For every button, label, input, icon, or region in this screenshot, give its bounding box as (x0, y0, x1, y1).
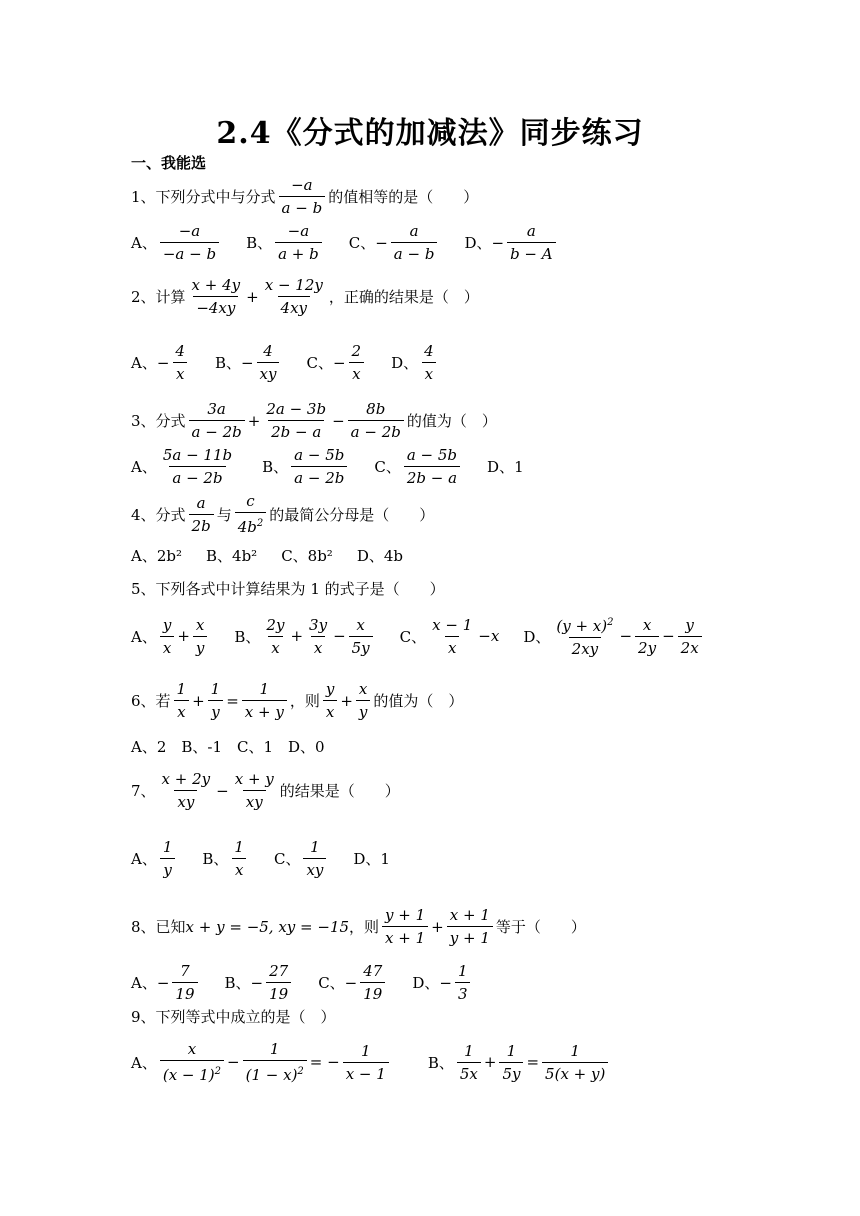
question-1: 1、下列分式中与分式 $\frac{-a}{a - b}$ 的值相等的是（ ） (131, 176, 479, 217)
question-2-options: A、− $\frac{4}{x}$ B、− $\frac{4}{xy}$ C、− $\frac{2}{x}$ D、 $\frac{4}{x}$ (131, 342, 464, 383)
question-4: 4、分式 $\frac{a}{2b}$ 与 $\frac{c}{4b^2}$ 的最简公分母是（ ） (131, 492, 435, 536)
question-3-options: A、 $\frac{5a - 11b}{a - 2b}$ B、 $\frac{a - 5b}{a - 2b}$ C、 $\frac{a - 5b}{2b - a}$ D、1 (131, 446, 524, 487)
question-7-options: A、 $\frac{1}{y}$ B、 $\frac{1}{x}$ C、 $\frac{1}{xy}$ D、1 (131, 838, 390, 879)
question-6: 6、若 $\frac{1}{x}$ + $\frac{1}{y}$ = $\frac{1}{x + y}$ ，则 $\frac{y}{x}$ + $\frac{x}{y}$ 的值为（ ） (131, 680, 464, 721)
question-3: 3、分式 $\frac{3a}{a - 2b}$ + $\frac{2a - 3b}{2b - a}$ − $\frac{8b}{a - 2b}$ 的值为（ ） (131, 400, 497, 441)
question-7: 7、 $\frac{x + 2y}{xy}$ − $\frac{x + y}{xy}$ 的结果是（ ） (131, 770, 400, 811)
question-9-options: A、 $\frac{x}{(x - 1)^2}$ − $\frac{1}{(1 - x)^2}$ = − $\frac{1}{x - 1}$ B、 $\frac{1}{5x}$ + $\frac{1}{5y}$ = $\frac{1}{5(x + y)}$ (131, 1040, 635, 1084)
section-heading: 一、我能选 (131, 154, 207, 172)
question-1-options: A、 $\frac{-a}{-a - b}$ B、 $\frac{-a}{a + b}$ C、− $\frac{a}{a - b}$ D、− $\frac{a}{b - A}$ (131, 222, 583, 263)
question-4-options: A、2b² B、4b² C、8b² D、4b (131, 547, 404, 565)
question-9: 9、下列等式中成立的是（ ） (131, 1008, 336, 1026)
fraction: $\frac{-a}{a - b}$ (279, 176, 326, 217)
page-title: 2.4《分式的加减法》同步练习 (216, 116, 644, 151)
question-5-options: A、 $\frac{y}{x}$ + $\frac{x}{y}$ B、 $\frac{2y}{x}$ + $\frac{3y}{x}$ − $\frac{x}{5y}$ C、 $\frac{x - 1}{x}$ − x D、 $\frac{(y + x)^2}{2xy}$ − $\frac{x}{2y}$ − $\frac{y}{2x}$ (131, 614, 729, 658)
question-6-options: A、2 B、-1 C、1 D、0 (131, 738, 325, 756)
question-8: 8、已知 x + y = −5, xy = −15 ，则 $\frac{y + 1}{x + 1}$ + $\frac{x + 1}{y + 1}$ 等于（ ） (131, 906, 586, 947)
question-5: 5、下列各式中计算结果为 1 的式子是（ ） (131, 580, 445, 598)
question-8-options: A、− $\frac{7}{19}$ B、− $\frac{27}{19}$ C、− $\frac{47}{19}$ D、− $\frac{1}{3}$ (131, 962, 497, 1003)
question-2: 2、计算 $\frac{x + 4y}{-4xy}$ + $\frac{x - 12y}{4xy}$ ，正确的结果是（ ） (131, 276, 479, 317)
